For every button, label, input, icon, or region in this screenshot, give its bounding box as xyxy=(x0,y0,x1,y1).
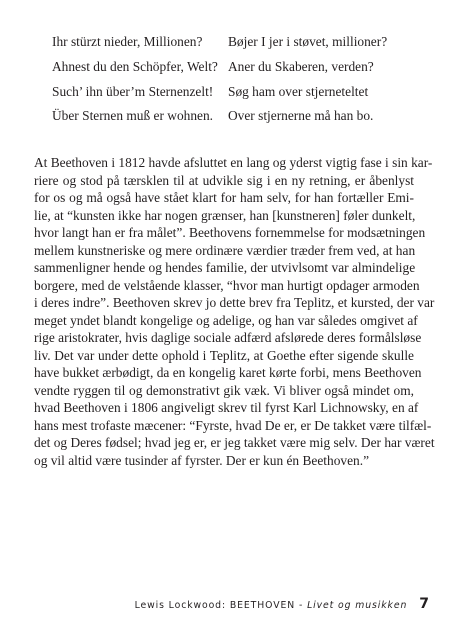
poem-line-german: Such’ ihn über’m Sternenzelt! xyxy=(52,83,214,99)
body-line: i deres indre”. Beethoven skrev jo dette brev fra Teplitz, et kursted, der var xyxy=(34,295,435,310)
poem-line-danish: Over stjernerne må han bo. xyxy=(228,108,374,124)
running-head-subtitle: Livet og musikken xyxy=(307,600,408,611)
body-paragraph xyxy=(34,154,435,469)
body-line: for os og må også have stået klart for ham selv, for han fortæller Emi- xyxy=(34,190,414,205)
page-number: 7 xyxy=(419,596,429,612)
poem-line-german: Ahnest du den Schöpfer, Welt? xyxy=(52,58,218,74)
body-line: lie, at “kunsten ikke har nogen grænser, han [kunstneren] føler dunkelt, xyxy=(34,207,416,223)
poem-line-german: Ihr stürzt nieder, Millionen? xyxy=(52,34,203,49)
running-head-author-title: Lewis Lockwood: BEETHOVEN - xyxy=(134,600,308,611)
body-line: hvad Beethoven i 1806 angiveligt skrev til fyrst Karl Lichnowsky, en af xyxy=(34,400,419,415)
body-line: hvor langt han er fra målet”. Beethovens fornemmelse for modsætningen xyxy=(34,225,426,240)
body-line: sammenligner hende og hendes familie, der utvivlsomt var almindelige xyxy=(34,260,416,275)
poem-line xyxy=(52,80,412,105)
poem-line xyxy=(52,55,412,80)
poem-line-danish: Aner du Skaberen, verden? xyxy=(228,58,374,74)
body-line: det og Deres fødsel; hvad jeg er, er jeg takket være mig selv. Der har været xyxy=(34,435,435,450)
running-head xyxy=(135,600,408,611)
body-line: rige aristokrater, hvis daglige sociale adfærd afslørede deres formålsløse xyxy=(34,330,422,345)
body-line: vendte ryggen til og demonstrativt gik væk. Vi bliver også mindet om, xyxy=(34,382,414,398)
body-line: liv. Det var under dette ophold i Teplitz, at Goethe efter sigende skulle xyxy=(34,347,414,363)
poem-line-german: Über Sternen muß er wohnen. xyxy=(52,108,214,124)
poem-stanza xyxy=(52,30,412,129)
poem-line-danish: Bøjer I jer i støvet, millioner? xyxy=(228,34,388,49)
body-line: og vil altid være tusinder af fyrster. Der er kun én Beethoven.” xyxy=(34,452,370,468)
body-line: riere og stod på tærsklen til at udvikle sig i en ny retning, er åbenlyst xyxy=(34,172,414,188)
body-line: mellem kunstneriske og mere ordinære værdier træder frem ved, at han xyxy=(34,242,416,258)
body-line: meget yndet blandt kongelige og adelige, og han var således omgivet af xyxy=(34,312,418,328)
poem-line-danish: Søg ham over stjerneteltet xyxy=(228,83,369,99)
body-line: At Beethoven i 1812 havde afsluttet en lang og yderst vigtig fase i sin kar- xyxy=(34,155,433,170)
body-line: have bukket ærbødigt, da en kongelig karet kørte forbi, mens Beethoven xyxy=(34,365,422,380)
poem-line xyxy=(52,30,412,55)
poem-line xyxy=(52,104,412,129)
body-line: borgere, med de velstående klasser, “hvor man hurtigt opdager armoden xyxy=(34,277,420,293)
page-footer xyxy=(135,596,429,612)
body-line: hans mest trofaste mæcener: “Fyrste, hvad De er, er De takket være tilfæl- xyxy=(34,417,432,433)
